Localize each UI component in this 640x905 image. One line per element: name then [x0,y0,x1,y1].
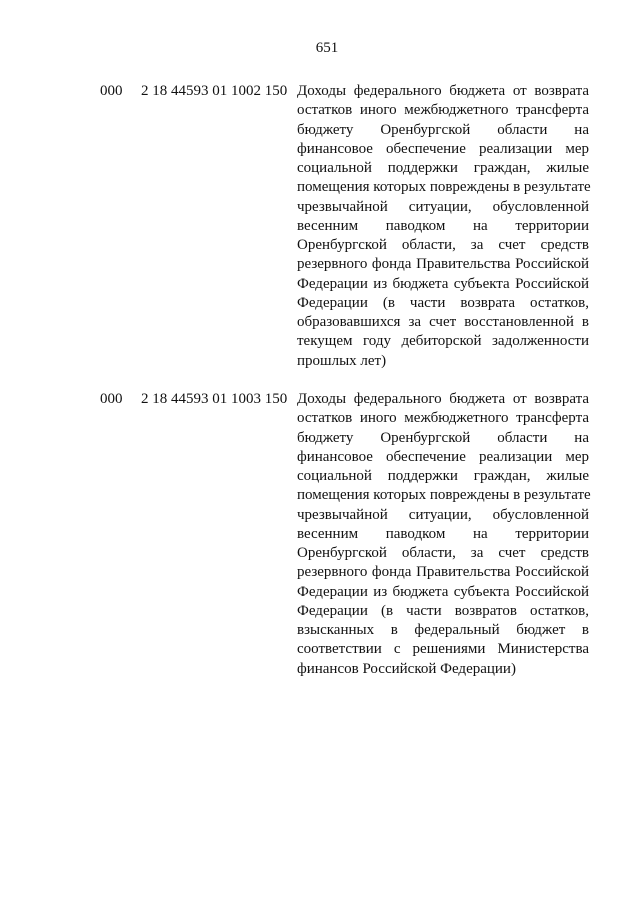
description-line: Федерации из бюджета субъекта Российской [297,583,589,600]
description-line: финансовое обеспечение реализации мер [297,140,589,157]
description-line: весенним паводком на территории [297,525,589,542]
admin-code: 000 [100,83,123,99]
description-line: текущем году дебиторской задолженности [297,333,589,350]
description-line: соответствии с решениями Министерства [297,641,589,658]
description-line: прошлых лет) [297,352,387,369]
description-line: социальной поддержки граждан, жилые [297,468,589,484]
description-line: Доходы федерального бюджета от возврата [297,83,589,99]
description-line: весенним паводком на территории [297,217,589,234]
description-line: Федерации из бюджета субъекта Российской [297,275,589,292]
description-line: помещения которых повреждены в результате [297,179,591,196]
description-line: Федерации (в части возврата остатков, [297,294,589,311]
description-line: образовавшихся за счет восстановленной в [297,314,589,330]
description-line: бюджету Оренбургской области на [297,429,589,446]
description-line: Оренбургской области, за счет средств [297,237,589,253]
description-line: Федерации (в части возвратов остатков, [297,602,589,619]
income-description [297,390,589,679]
description-line: остатков иного межбюджетного трансферта [297,410,589,427]
description-line: бюджету Оренбургской области на [297,121,589,138]
description-line: резервного фонда Правительства Российской [297,564,589,581]
description-line: Оренбургской области, за счет средств [297,545,589,561]
description-line: чрезвычайной ситуации, обусловленной [297,198,589,215]
admin-code: 000 [100,391,123,407]
description-line: взысканных в федеральный бюджет в [297,622,589,638]
description-line: помещения которых повреждены в результате [297,487,591,504]
description-line: остатков иного межбюджетного трансферта [297,102,589,119]
description-line: резервного фонда Правительства Российской [297,256,589,273]
page-number: 651 [315,40,339,56]
description-line: финансовое обеспечение реализации мер [297,448,589,465]
description-line: социальной поддержки граждан, жилые [297,160,589,176]
budget-classification-code: 2 18 44593 01 1002 150 [141,83,288,99]
description-line: Доходы федерального бюджета от возврата [297,391,589,407]
description-line: чрезвычайной ситуации, обусловленной [297,506,589,523]
income-description [297,82,589,371]
description-line: финансов Российской Федерации) [297,660,516,677]
budget-classification-code: 2 18 44593 01 1003 150 [141,391,288,407]
